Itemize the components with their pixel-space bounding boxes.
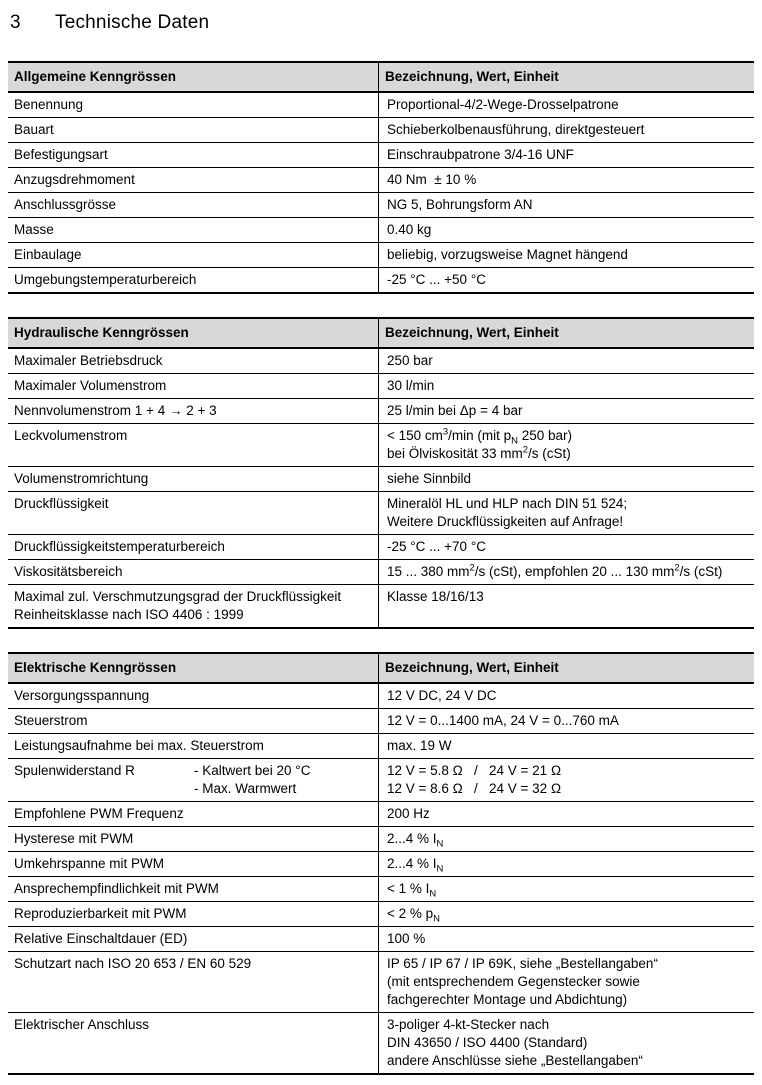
param-value-cell: 12 V = 0...1400 mA, 24 V = 0...760 mA <box>378 709 754 733</box>
param-label-cell: Bauart <box>14 122 54 137</box>
table-row <box>8 349 754 374</box>
param-value-cell: Schieberkolbenausführung, direktgesteuert <box>378 118 754 142</box>
param-label-cell: Maximaler Betriebsdruck <box>14 353 163 368</box>
table-row <box>8 243 754 268</box>
param-label-cell: Maximal zul. Verschmutzungsgrad der Druckflüssigkeit Reinheitsklasse nach ISO 4406 : 1999 <box>14 589 342 622</box>
param-label-cell: Relative Einschaltdauer (ED) <box>14 931 188 946</box>
param-value-cell: 3-poliger 4-kt-Stecker nach DIN 43650 / ISO 4400 (Standard) andere Anschlüsse siehe „Bestellangaben“ <box>378 1013 754 1073</box>
param-label-cell: Schutzart nach ISO 20 653 / EN 60 529 <box>14 956 252 971</box>
table-header-label: Elektrische Kenngrössen <box>14 660 177 675</box>
param-label-cell: Ansprechempfindlichkeit mit PWM <box>14 881 219 896</box>
param-label-cell <box>8 759 378 801</box>
table-row <box>8 424 754 467</box>
param-label-cell: Reproduzierbarkeit mit PWM <box>14 906 187 921</box>
table-row <box>8 827 754 852</box>
table-row <box>8 143 754 168</box>
table-row <box>8 168 754 193</box>
table-row <box>8 877 754 902</box>
param-value-cell: 40 Nm ± 10 % <box>378 168 754 192</box>
param-value-cell: 0.40 kg <box>378 218 754 242</box>
table-row <box>8 193 754 218</box>
param-label-cell: Leistungsaufnahme bei max. Steuerstrom <box>14 738 264 753</box>
section-title: Technische Daten <box>55 12 210 33</box>
param-value-cell: beliebig, vorzugsweise Magnet hängend <box>378 243 754 267</box>
param-value-cell: Einschraubpatrone 3/4-16 UNF <box>378 143 754 167</box>
table-row <box>8 759 754 802</box>
param-value-cell: max. 19 W <box>378 734 754 758</box>
section-heading <box>10 12 754 34</box>
table-row <box>8 268 754 292</box>
param-value-cell: 12 V DC, 24 V DC <box>378 684 754 708</box>
table-row <box>8 902 754 927</box>
param-label-cell: Elektrischer Anschluss <box>14 1017 150 1032</box>
param-value-cell: 30 l/min <box>378 374 754 398</box>
param-value-cell: 100 % <box>378 927 754 951</box>
param-label-cell: Viskositätsbereich <box>14 564 123 579</box>
param-label-cell: Steuerstrom <box>14 713 88 728</box>
param-value-cell: < 1 % $I_N$ <box>378 877 754 901</box>
section-number: 3 <box>10 12 21 33</box>
param-label-cell: Einbaulage <box>14 247 82 262</box>
param-value-cell: 2...4 % $I_N$ <box>378 852 754 876</box>
table-header-value: Bezeichnung, Wert, Einheit <box>378 63 754 91</box>
param-label-cell: Hysterese mit PWM <box>14 831 134 846</box>
param-label-cell: Benennung <box>14 97 84 112</box>
param-label-cell: Leckvolumenstrom <box>14 428 128 443</box>
label-columns <box>14 762 372 798</box>
param-value-cell: -25 °C ... +50 °C <box>378 268 754 292</box>
table-header-row <box>8 63 754 93</box>
param-value-cell: NG 5, Bohrungsform AN <box>378 193 754 217</box>
table-header-label: Allgemeine Kenngrössen <box>14 69 177 84</box>
param-sublabel: - Kaltwert bei 20 °C - Max. Warmwert <box>194 763 311 796</box>
table-header-value: Bezeichnung, Wert, Einheit <box>378 654 754 682</box>
table-row <box>8 952 754 1013</box>
param-label-cell: Anschlussgrösse <box>14 197 117 212</box>
table-row <box>8 374 754 399</box>
param-value-cell: Klasse 18/16/13 <box>378 585 754 627</box>
table-row <box>8 118 754 143</box>
param-label: Spulenwiderstand R <box>14 763 135 778</box>
param-value-cell: IP 65 / IP 67 / IP 69K, siehe „Bestellangaben“ (mit entsprechendem Gegenstecker sowie fachgerechter Montage und Abdichtung) <box>378 952 754 1012</box>
param-label-cell: Volumenstromrichtung <box>14 471 149 486</box>
table-header-label: Hydraulische Kenngrössen <box>14 325 189 340</box>
table-row <box>8 709 754 734</box>
param-label-cell: Empfohlene PWM Frequenz <box>14 806 184 821</box>
param-value-cell: 200 Hz <box>378 802 754 826</box>
param-value-cell: 2...4 % $I_N$ <box>378 827 754 851</box>
table-header-row <box>8 654 754 684</box>
param-value-cell: -25 °C ... +70 °C <box>378 535 754 559</box>
param-label-cell: Umkehrspanne mit PWM <box>14 856 165 871</box>
table-row <box>8 1013 754 1073</box>
table-row <box>8 684 754 709</box>
table-elektrische-kenngroessen <box>8 652 754 1075</box>
table-row <box>8 927 754 952</box>
param-label-cell: Anzugsdrehmoment <box>14 172 135 187</box>
table-row <box>8 93 754 118</box>
table-row <box>8 218 754 243</box>
param-label-cell: Maximaler Volumenstrom <box>14 378 167 393</box>
table-row <box>8 492 754 535</box>
param-value-cell: Proportional-4/2-Wege-Drosselpatrone <box>378 93 754 117</box>
table-row <box>8 585 754 627</box>
param-label-cell: Versorgungsspannung <box>14 688 150 703</box>
table-row <box>8 535 754 560</box>
param-label-cell: Masse <box>14 222 54 237</box>
table-row <box>8 560 754 585</box>
param-label-cell: Umgebungstemperaturbereich <box>14 272 197 287</box>
table-header-row <box>8 319 754 349</box>
table-header-value: Bezeichnung, Wert, Einheit <box>378 319 754 347</box>
param-label-cell: Druckflüssigkeit <box>14 496 109 511</box>
param-value-cell: Mineralöl HL und HLP nach DIN 51 524; Weitere Druckflüssigkeiten auf Anfrage! <box>378 492 754 534</box>
param-label-cell: Befestigungsart <box>14 147 108 162</box>
table-row <box>8 734 754 759</box>
table-row <box>8 467 754 492</box>
param-value-cell: 25 l/min bei Δp = 4 bar <box>378 399 754 423</box>
table-row <box>8 852 754 877</box>
table-row <box>8 399 754 424</box>
table-hydraulische-kenngroessen <box>8 317 754 629</box>
param-value-cell: < 2 % $p_N$ <box>378 902 754 926</box>
param-value-cell: 250 bar <box>378 349 754 373</box>
param-value-cell: < 150 $cm^3/\min$ (mit $p_N$ 250 bar) bei Ölviskosität 33 $mm^2/s$ (cSt) <box>378 424 754 466</box>
param-value-cell: siehe Sinnbild <box>378 467 754 491</box>
param-value-cell: 15 ... 380 $mm^2/s$ (cSt), empfohlen 20 ... 130 $mm^2/s$ (cSt) <box>378 560 754 584</box>
table-row <box>8 802 754 827</box>
param-label-cell: Druckflüssigkeitstemperaturbereich <box>14 539 225 554</box>
param-value-cell: 12 V = 5.8 Ω / 24 V = 21 Ω 12 V = 8.6 Ω / 24 V = 32 Ω <box>378 759 754 801</box>
param-label-cell: Nennvolumenstrom 1 + 4 → 2 + 3 <box>14 403 217 418</box>
table-allgemeine-kenngroessen <box>8 61 754 294</box>
